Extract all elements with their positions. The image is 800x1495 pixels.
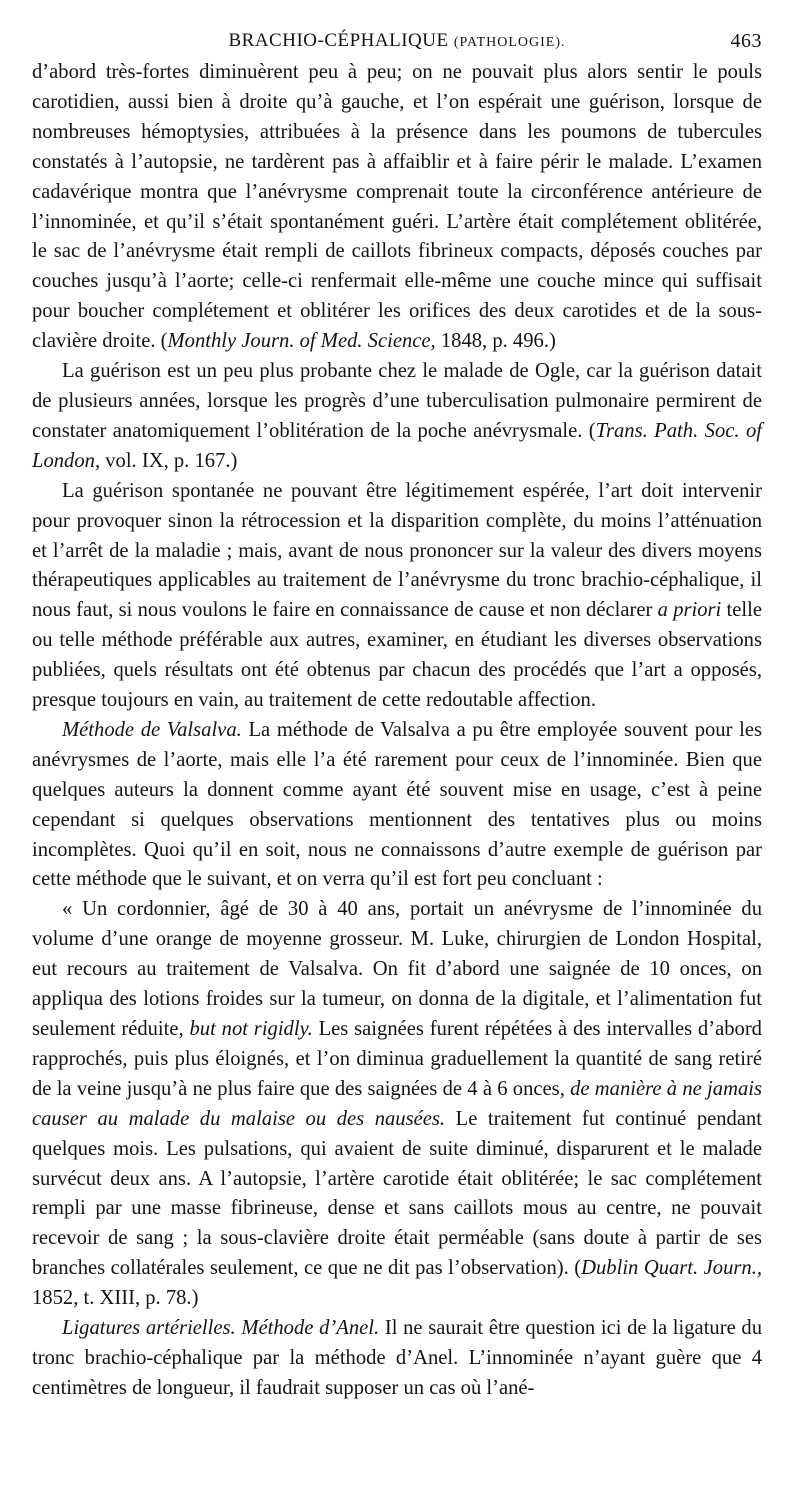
text-run: Le traitement fut continué pendant quelques mois. Les pulsations, qui avaient de suite diminué, disparurent et le malade survécut deux ans. A l’autopsie, l’artère carotide était oblitérée; le sac complétement rempli par une masse fibrineuse, dense et sans caillots mous au centre, ne pouvait recevoir de sang ; la sous-clavière droite était perméable (sans doute à partir de ses branches collatérales seulement, ce que ne dit pas l’observation). (: [32, 1107, 763, 1280]
text-run: La méthode de Valsalva a pu être employée souvent pour les anévrysmes de l’aorte, mais elle l’a été rarement pour ceux de l’innominée. Bien que quelques auteurs la donnent comme ayant été souvent mise en usage, c’est à peine cependant si quelques observations mentionnent des tentatives plus ou moins incomplètes. Quoi qu’il en soit, nous ne connaissons d’autre exemple de guérison par cette méthode que le suivant, et on verra qu’il est fort peu concluant :: [32, 718, 763, 891]
paragraph-ogle-case: [32, 357, 762, 477]
italic-text: Méthode de Valsalva.: [62, 718, 242, 741]
text-run: « Un cordonnier, âgé de 30 à 40 ans, portait un anévrysme de l’innominée du volume d’une orange de moyenne grosseur. M. Luke, chirurgien de London Hospital, eut recours au traitement de Valsalva. On fit d’abord une saignée de 10 onces, on appliqua des lotions froides sur la tumeur, on donna de la digitale, et l’alimentation fut seulement réduite,: [32, 898, 762, 1040]
text-run: d’abord très-fortes diminuèrent peu à peu; on ne pouvait plus alors sentir le pouls carotidien, aussi bien à droite qu’à gauche, et l’on espérait une guérison, lorsque de nombreuses hémoptysies, attribuées à la présence dans les poumons de tubercules constatés à l’autopsie, ne tardèrent pas à affaiblir et à faire périr le malade. L’examen cadavérique montra que l’anévrysme comprenait toute la circonférence antérieure de l’innominée, et qu’il s’était spontanément guéri. L’artère était complétement oblitérée, le sac de l’anévrysme était rempli de caillots fibrineux compacts, déposés couches par couches jusqu’à l’aorte; celle-ci renfermait elle-même une couche mince qui suffisait pour boucher complétement et oblitérer les orifices des deux carotides et de la sous-clavière droite. (: [32, 61, 762, 353]
page-number: 463: [730, 30, 762, 52]
paragraph-ligatures: [32, 1314, 762, 1404]
running-header: [32, 30, 762, 58]
italic-text: Dublin Quart. Journ.,: [581, 1257, 762, 1280]
italic-text: a priori: [657, 599, 722, 622]
paragraph-treatment-intro: [32, 477, 762, 716]
text-run: La guérison spontanée ne pouvant être légitimement espérée, l’art doit intervenir pour provoquer sinon la rétrocession et la disparition complète, du moins l’atténuation et l’arrêt de la maladie ; mais, avant de nous prononcer sur la valeur des divers moyens thérapeutiques applicables au traitement de l’anévrysme du tronc brachio-céphalique, il nous faut, si nous voulons le faire en connaissance de cause et non déclarer: [32, 479, 762, 622]
paragraph-case-quote: [32, 895, 762, 1314]
running-title: [32, 30, 762, 52]
text-run: 1852, t. XIII, p. 78.): [32, 1287, 199, 1310]
text-run: La guérison est un peu plus probante chez le malade de Ogle, car la guérison datait de plusieurs années, lorsque les progrès d’une tuberculisation pulmonaire permirent de constater anatomiquement l’oblitération de la poche anévrysmale. (: [32, 360, 762, 442]
running-title-main: BRACHIO-CÉPHALIQUE: [228, 30, 449, 51]
page-body: [32, 58, 762, 1404]
text-run: 1848, p. 496.): [435, 330, 556, 353]
italic-text: but not rigidly.: [189, 1018, 313, 1040]
italic-text: de manière à ne jamais causer au malade du malaise ou des nausées.: [32, 1077, 762, 1130]
paragraph-valsalva-method: [32, 716, 762, 895]
italic-text: Trans. Path. Soc. of London,: [32, 419, 762, 472]
text-run: Il ne saurait être question ici de la ligature du tronc brachio-céphalique par la méthode d’Anel. L’innominée n’ayant guère que 4 centimètres de longueur, il faudrait supposer un cas où l’ané-: [32, 1317, 762, 1399]
italic-text: Ligatures artérielles. Méthode d’Anel.: [62, 1317, 380, 1340]
running-title-note: (PATHOLOGIE).: [453, 35, 566, 50]
text-run: telle ou telle méthode préférable aux autres, examiner, en étudiant les diverses observations publiées, quels résultats ont été obtenus par chacun des procédés que l’art a opposés, presque toujours en vain, au traitement de cette redoutable affection.: [32, 599, 762, 712]
text-run: vol. IX, p. 167.): [100, 449, 238, 472]
italic-text: Monthly Journ. of Med. Science,: [167, 330, 436, 353]
paragraph-continued: [32, 58, 762, 357]
text-run: Les saignées furent répétées à des intervalles d’abord rapprochés, puis plus éloignés, et l’on diminua graduellement la quantité de sang retiré de la veine jusqu’à ne plus faire que des saignées de 4 à 6 onces,: [32, 1018, 762, 1100]
